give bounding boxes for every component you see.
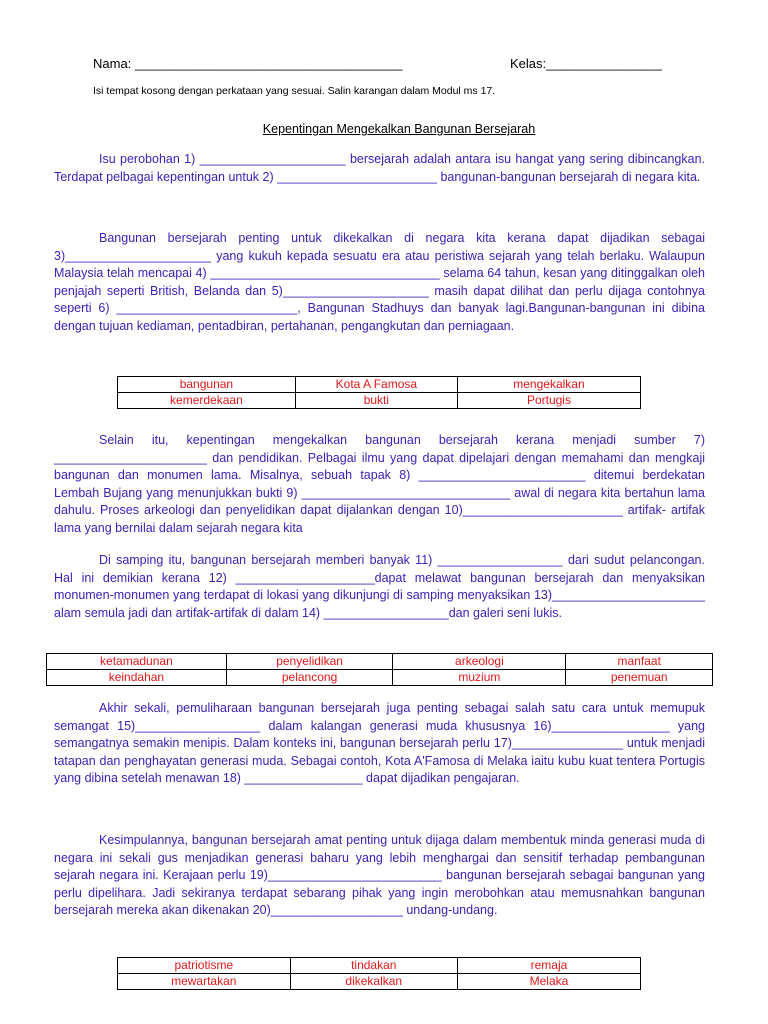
name-field-label: Nama: _____________________________________ xyxy=(93,56,403,71)
word-cell: manfaat xyxy=(566,654,713,670)
word-cell: remaja xyxy=(457,958,640,974)
word-cell: arkeologi xyxy=(393,654,566,670)
essay-title: Kepentingan Mengekalkan Bangunan Bersejarah xyxy=(262,122,536,136)
word-bank-table-2 xyxy=(46,653,713,686)
word-bank-table-3 xyxy=(117,957,641,990)
paragraph-2: Bangunan bersejarah penting untuk dikekalkan di negara kita kerana dapat dijadikan sebagai 3)_____________________ yang kukuh kepada sesuatu era atau peristiwa sejarah yang telah berlaku. Walaupun Malaysia telah mencapai 4) _________________________________ selama 64 tahun, kesan yang ditinggalkan oleh penjajah seperti British, Belanda dan 5)_____________________ masih dapat dilihat dan perlu dijaga contohnya seperti 6) __________________________, Bangunan Stadhuys dan banyak lagi.Bangunan-bangunan ini dibina dengan tujuan kediaman, pentadbiran, pertahanan, pengangkutan dan perniagaan. xyxy=(54,231,705,333)
word-cell: mengekalkan xyxy=(457,377,640,393)
paragraph-4: Di samping itu, bangunan bersejarah memberi banyak 11) __________________ dari sudut pelancongan. Hal ini demikian kerana 12) ____________________dapat melawat bangunan bersejarah dan menyaksikan monumen-monumen yang terdapat di lokasi yang dikunjungi di samping menyaksikan 13)______________________ alam semula jadi dan artifak-artifak di dalam 14) __________________dan galeri seni lukis. xyxy=(54,553,705,620)
instruction-text: Isi tempat kosong dengan perkataan yang sesuai. Salin karangan dalam Modul ms 17. xyxy=(93,85,496,97)
table-row xyxy=(118,974,641,990)
word-cell: penemuan xyxy=(566,670,713,686)
word-bank-table-1 xyxy=(117,376,641,409)
table-row xyxy=(47,654,713,670)
word-cell: Melaka xyxy=(457,974,640,990)
word-cell: keindahan xyxy=(47,670,227,686)
word-cell: bukti xyxy=(295,393,457,409)
word-cell: penyelidikan xyxy=(226,654,393,670)
word-cell: tindakan xyxy=(290,958,457,974)
table-row xyxy=(118,958,641,974)
class-field-label: Kelas:________________ xyxy=(510,56,662,71)
word-cell: Portugis xyxy=(457,393,640,409)
word-cell: dikekalkan xyxy=(290,974,457,990)
word-cell: muzium xyxy=(393,670,566,686)
paragraph-3: Selain itu, kepentingan mengekalkan bangunan bersejarah kerana menjadi sumber 7) ______________________ dan pendidikan. Pelbagai ilmu yang dapat dipelajari dengan memahami dan mengkaji bangunan dan monumen lama. Misalnya, sebuah tapak 8) ________________________ ditemui berdekatan Lembah Bujang yang menunjukkan bukti 9) ______________________________ awal di negara kita bertahun lama dahulu. Proses arkeologi dan penyelidikan dapat dijalankan dengan 10)_______________________ artifak- artifak lama yang bernilai dalam sejarah negara kita xyxy=(54,433,705,535)
paragraph-5: Akhir sekali, pemuliharaan bangunan bersejarah juga penting sebagai salah satu cara untuk memupuk semangat 15)__________________ dalam kalangan generasi muda khususnya 16)_________________ yang semangatnya semakin menipis. Dalam konteks ini, bangunan bersejarah perlu 17)________________ untuk menjadi tatapan dan penghayatan generasi muda. Sebagai contoh, Kota A'Famosa di Melaka iaitu kubu kuat tentera Portugis yang dibina setelah menawan 18) _________________ dapat dijadikan pengajaran. xyxy=(54,701,705,785)
paragraph-1: Isu perobohan 1) _____________________ bersejarah adalah antara isu hangat yang sering dibincangkan. Terdapat pelbagai kepentingan untuk 2) _______________________ bangunan-bangunan bersejarah di negara kita. xyxy=(54,152,705,184)
paragraph-6: Kesimpulannya, bangunan bersejarah amat penting untuk dijaga dalam membentuk minda generasi muda di negara ini sekali gus menjadikan generasi baharu yang lebih menghargai dan sensitif terhadap pembangunan sejarah negara ini. Kerajaan perlu 19)_________________________ bangunan bersejarah sebagai bangunan yang perlu dipelihara. Jadi sekiranya terdapat sebarang pihak yang ingin merobohkan atau memusnahkan bangunan bersejarah mereka akan dikenakan 20)___________________ undang-undang. xyxy=(54,833,705,917)
word-cell: patriotisme xyxy=(118,958,291,974)
table-row xyxy=(47,670,713,686)
table-row xyxy=(118,393,641,409)
table-row xyxy=(118,377,641,393)
word-cell: mewartakan xyxy=(118,974,291,990)
word-cell: pelancong xyxy=(226,670,393,686)
word-cell: bangunan xyxy=(118,377,296,393)
word-cell: ketamadunan xyxy=(47,654,227,670)
word-cell: kemerdekaan xyxy=(118,393,296,409)
word-cell: Kota A Famosa xyxy=(295,377,457,393)
